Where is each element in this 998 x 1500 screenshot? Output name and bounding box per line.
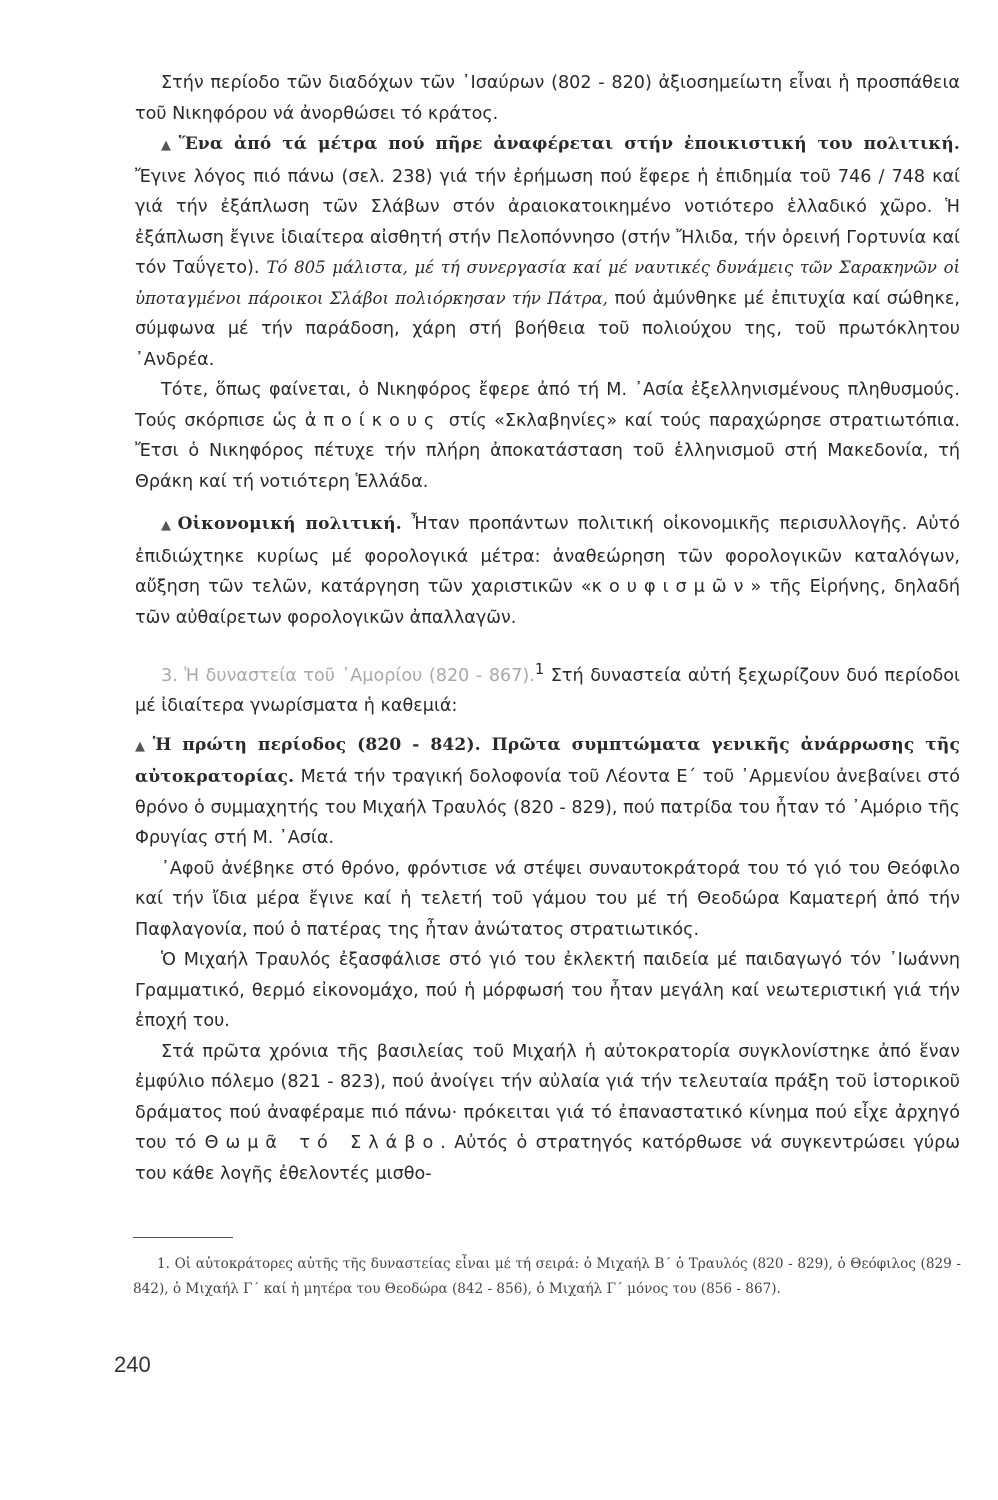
economic-text-b: » τῆς Εἰρήνης, δηλαδή τῶν αὐθαίρετων φορολογικῶν ἀπαλλαγῶν. bbox=[135, 577, 960, 628]
dynasty-intro-text: Στή δυναστεία αὐτή ξεχωρίζουν δυό περίοδοι μέ ἰδιαίτερα γνωρίσματα ἡ καθεμιά: bbox=[135, 665, 961, 717]
heading-settlement-policy: Ἕνα ἀπό τά μέτρα πού πῆρε ἀναφέρεται στήν ἐποικιστική του πολιτική. bbox=[178, 134, 960, 154]
footnote-ref: 1 bbox=[534, 661, 545, 678]
education-text: Ὁ Μιχαήλ Τραυλός ἐξασφάλισε στό γιό του ἐκλεκτή παιδεία μέ παιδαγωγό τόν ᾿Ιωάννη Γραμματικό, θερμό εἰκονομάχο, πού ἡ μόρφωσή του ἦταν μεγάλη καί νεωτεριστική γιά τήν ἐποχή του. bbox=[135, 950, 960, 1032]
heading-first-period: Ἡ πρώτη περίοδος (820 - 842). Πρῶτα συμπτώματα γενικῆς ἀνάρρωσης τῆς αὐτοκρατορίας. bbox=[135, 734, 961, 788]
settlement-text: Ἔγινε λόγος πιό πάνω (σελ. 238) γιά τήν ἐρήμωση πού ἔφερε ἡ ἐπιδημία τοῦ 746 / 748 καί γιά τήν ἐξάπλωση τῶν Σλάβων στόν ἀραιοκατοικημένο νοτιότερο ἑλλαδικό χῶρο. Ἡ ἐξάπλωση ἔγινε ἰδιαίτερα αἰσθητή στήν Πελοπόννησο (στήν Ἤλιδα, τήν ὀρεινή Γορτυνία καί τόν Ταΰγετο). bbox=[135, 166, 960, 278]
paragraph-education bbox=[135, 945, 960, 1037]
coronation-text: ᾿Αφοῦ ἀνέβηκε στό θρόνο, φρόντισε νά στέψει συναυτοκράτορά του τό γιό του Θεόφιλο καί τήν ἴδια μέρα ἔγινε καί ἡ τελετή τοῦ γάμου του μέ τή Θεοδώρα Καματερή ἀπό τήν Παφλαγονία, πού ὁ πατέρας της ἦταν ἀνώτατος στρατιωτικός. bbox=[135, 858, 960, 940]
footnote-text: Οἱ αὐτοκράτορες αὐτῆς τῆς δυναστείας εἶναι μέ τή σειρά: ὁ Μιχαήλ Β΄ ὁ Τραυλός (820 - 829), ὁ Θεόφιλος (829 - 842), ὁ Μιχαήλ Γ΄ καί ἡ μητέρα του Θεοδώρα (842 - 856), ὁ Μιχαήλ Γ΄ μόνος του (856 - 867). bbox=[133, 1256, 961, 1297]
heading-economic-policy: Οἰκονομική πολιτική. bbox=[177, 514, 402, 534]
triangle-icon: ▲ bbox=[161, 138, 176, 153]
paragraph-amorian-dynasty bbox=[135, 655, 960, 722]
civil-war-text-a: Στά πρῶτα χρόνια τῆς βασιλείας τοῦ Μιχαήλ ἡ αὐτοκρατορία συγκλονίστηκε ἀπό ἕναν ἐμφύλιο πόλεμο (821 - 823), πού ἀνοίγει τήν αὐλαία γιά τήν τελευταία πράξη τοῦ ἱστορικοῦ δράματος πού ἀναφέραμε πιό πάνω· πρόκειται γιά τό ἐπαναστατικό κίνημα πού εἶχε ἀρχηγό του τό bbox=[135, 1041, 960, 1154]
triangle-icon: ▲ bbox=[161, 518, 175, 533]
footnote-divider bbox=[133, 1237, 233, 1238]
settlement-text-end: πού ἀμύνθηκε μέ ἐπιτυχία καί σώθηκε, σύμφωνα μέ τήν παράδοση, χάρη στή βοήθεια τοῦ πολιούχου της, τοῦ πρωτόκλητου ᾿Ανδρέα. bbox=[135, 288, 960, 370]
civil-war-text-b: . Αὐτός ὁ στρατηγός κατόρθωσε νά συγκεντρώσει γύρω του κάθε λογῆς ἐθελοντές μισθο- bbox=[135, 1133, 960, 1184]
intro-text: Στήν περίοδο τῶν διαδόχων τῶν ᾿Ισαύρων (802 - 820) ἀξιοσημείωτη εἶναι ἡ προσπάθεια τοῦ Νικηφόρου νά ἀνορθώσει τό κράτος. bbox=[135, 73, 960, 124]
repopulation-text-b: στίς «Σκλαβηνίες» καί τούς παραχώρησε στρατιωτόπια. Ἔτσι ὁ Νικηφόρος πέτυχε τήν πλήρη ἀποκατάσταση τοῦ ἑλληνισμοῦ στή Μακεδονία, τή Θράκη καί τή νοτιότερη Ἑλλάδα. bbox=[135, 410, 961, 492]
page-number: 240 bbox=[114, 1352, 151, 1377]
spaced-name-thomas-the-slav: Θωμᾶ τό Σλάβο bbox=[204, 1133, 441, 1154]
paragraph-repopulation bbox=[135, 375, 960, 497]
triangle-icon: ▲ bbox=[135, 738, 150, 754]
paragraph-civil-war bbox=[135, 1037, 960, 1190]
paragraph-economic-policy bbox=[135, 509, 960, 633]
footnote bbox=[133, 1252, 961, 1301]
spaced-word-apoikous: ἀποίκους bbox=[304, 410, 442, 431]
paragraph-coronation bbox=[135, 854, 960, 946]
repopulation-text-a: Τότε, ὅπως φαίνεται, ὁ Νικηφόρος ἔφερε ἀπό τή Μ. ᾿Ασία ἐξελληνισμένους πληθυσμούς. Τούς σκόρπισε ὡς bbox=[135, 380, 960, 431]
section-heading-amorian-dynasty: 3. Ἡ δυναστεία τοῦ ᾿Αμορίου (820 - 867). bbox=[161, 665, 535, 686]
paragraph-first-period bbox=[135, 730, 960, 854]
settlement-italic-text: Τό 805 μάλιστα, μέ τή συνεργασία καί μέ ναυτικές δυνάμεις τῶν Σαρακηνῶν οἱ ὑποταγμένοι πάροικοι Σλάβοι πολιόρκησαν τήν Πάτρα, bbox=[135, 258, 960, 308]
footnote-number: 1. bbox=[157, 1256, 170, 1272]
paragraph-intro bbox=[135, 68, 960, 129]
spaced-word-koufismon: κουφισμῶν bbox=[591, 577, 751, 597]
economic-text-a: Ἦταν προπάντων πολιτική οἰκονομικῆς περισυλλογῆς. Αὐτό ἐπιδιώχτηκε κυρίως μέ φορολογικά μέτρα: ἀναθεώρηση τῶν φορολογικῶν καταλόγων, αὔξηση τῶν τελῶν, κατάργηση τῶν χαριστικῶν « bbox=[135, 514, 960, 597]
paragraph-settlement bbox=[135, 129, 960, 375]
first-period-text: Μετά τήν τραγική δολοφονία τοῦ Λέοντα Ε΄ τοῦ ᾿Αρμενίου ἀνεβαίνει στό θρόνο ὁ συμμαχητής του Μιχαήλ Τραυλός (820 - 829), πού πατρίδα του ἦταν τό ᾿Αμόριο τῆς Φρυγίας στή Μ. ᾿Ασία. bbox=[135, 767, 961, 849]
page-body bbox=[135, 68, 960, 1189]
